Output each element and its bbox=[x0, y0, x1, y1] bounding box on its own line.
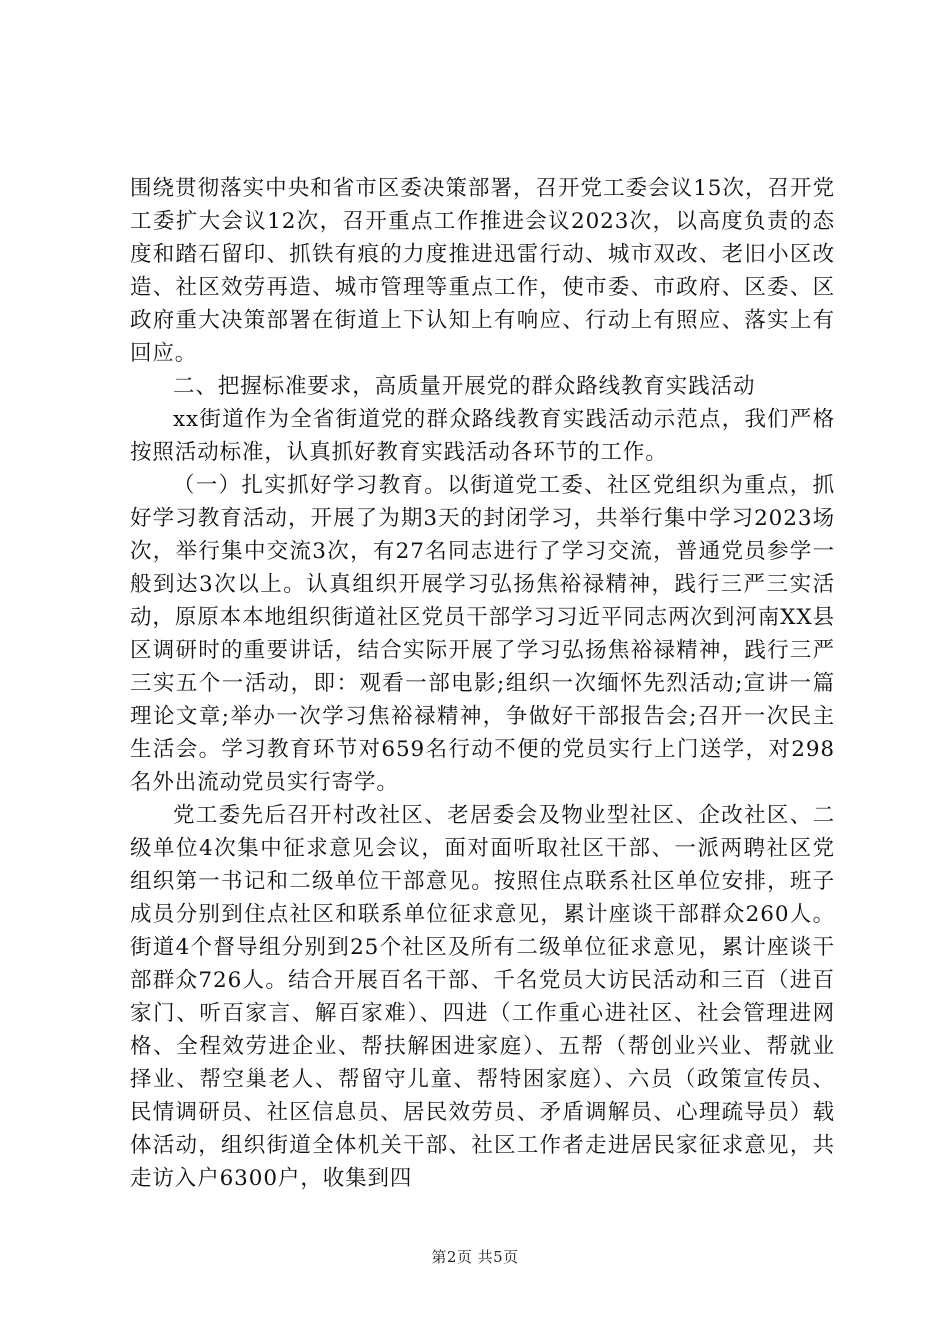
paragraph-continuation: 围绕贯彻落实中央和省市区委决策部署，召开党工委会议15次，召开党工委扩大会议12次，召开重点工作推进会议2023次，以高度负责的态度和踏石留印、抓铁有痕的力度推进迅雷行动、城市双改、老旧小区改造、社区效劳再造、城市管理等重点工作，使市委、市政府、区委、区政府重大决策部署在街道上下认知上有响应、行动上有照应、落实上有回应。 bbox=[130, 176, 835, 366]
paragraph: 党工委先后召开村改社区、老居委会及物业型社区、企改社区、二级单位4次集中征求意见会议，面对面听取社区干部、一派两聘社区党组织第一书记和二级单位干部意见。按照住点联系社区单位安排，班子成员分别到住点社区和联系单位征求意见，累计座谈干部群众260人。街道4个督导组分别到25个社区及所有二级单位征求意见，累计座谈干部群众726人。结合开展百名干部、千名党员大访民活动和三百（进百家门、听百家言、解百家难）、四进（工作重心进社区、社会管理进网格、全程效劳进企业、帮扶解困进家庭）、五帮（帮创业兴业、帮就业择业、帮空巢老人、帮留守儿童、帮特困家庭）、六员（政策宣传员、民情调研员、社区信息员、居民效劳员、矛盾调解员、心理疏导员）载体活动，组织街道全体机关干部、社区工作者走进居民家征求意见，共走访入户6300户，收集到四 bbox=[130, 803, 835, 1191]
page-footer: 第2页 共5页 bbox=[431, 1248, 519, 1266]
section-heading: 二、把握标准要求，高质量开展党的群众路线教育实践活动 bbox=[173, 374, 756, 399]
document-body bbox=[130, 172, 835, 1195]
paragraph: （一）扎实抓好学习教育。以街道党工委、社区党组织为重点，抓好学习教育活动，开展了为期3天的封闭学习，共举行集中学习2023场次，举行集中交流3次，有27名同志进行了学习交流，普通党员参学一般到达3次以上。认真组织开展学习弘扬焦裕禄精神，践行三严三实活动，原原本本地组织街道社区党员干部学习习近平同志两次到河南XX县区调研时的重要讲话，结合实际开展了学习弘扬焦裕禄精神，践行三严三实五个一活动，即：观看一部电影;组织一次缅怀先烈活动;宣讲一篇理论文章;举办一次学习焦裕禄精神，争做好干部报告会;召开一次民主生活会。学习教育环节对659名行动不便的党员实行上门送学，对298名外出流动党员实行寄学。 bbox=[130, 473, 835, 795]
paragraph: xx街道作为全省街道党的群众路线教育实践活动示范点，我们严格按照活动标准，认真抓好教育实践活动各环节的工作。 bbox=[130, 407, 835, 465]
